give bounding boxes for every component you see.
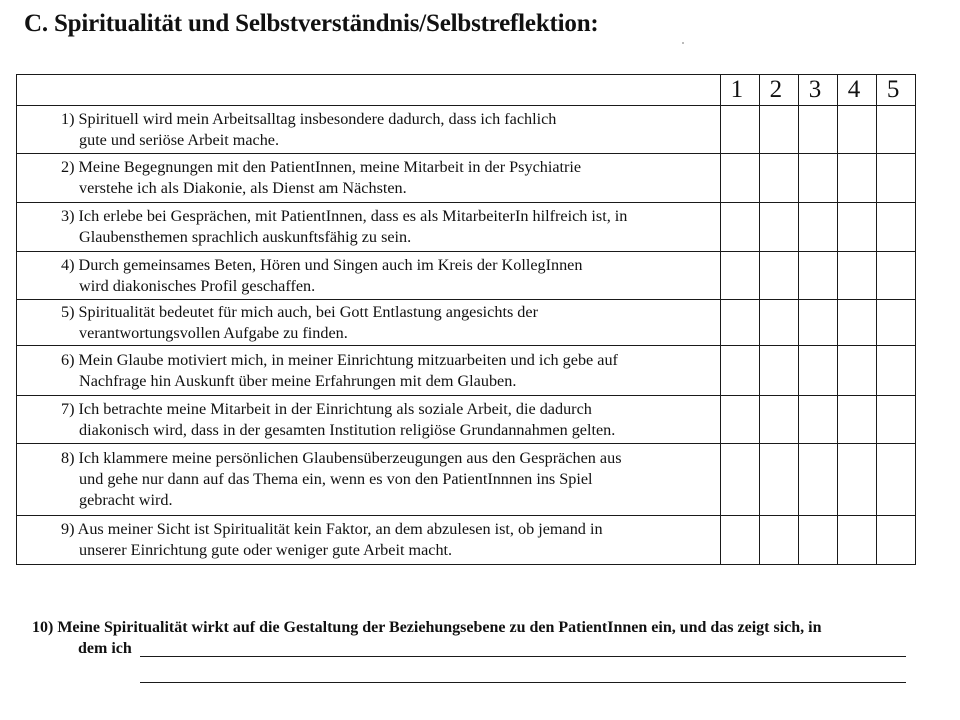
statement-line: gute und seriöse Arbeit mache.: [79, 130, 280, 149]
rating-box-5[interactable]: [876, 516, 915, 565]
statement-line: unserer Einrichtung gute oder weniger gute Arbeit macht.: [79, 541, 453, 559]
rating-box-3[interactable]: [798, 203, 837, 252]
rating-box-3[interactable]: [798, 444, 837, 516]
rating-box-4[interactable]: [837, 203, 876, 252]
statement-line: 5) Spiritualität bedeutet für mich auch, bei Gott Entlastung angesichts der: [61, 302, 538, 321]
rating-box-4[interactable]: [837, 252, 876, 300]
header-blank-cell: [17, 75, 721, 106]
rating-box-2[interactable]: [759, 516, 798, 565]
likert-table: [16, 74, 916, 565]
statement-text: [17, 106, 721, 154]
statement-text: [17, 444, 721, 516]
rating-box-5[interactable]: [876, 300, 915, 346]
rating-box-2[interactable]: [759, 444, 798, 516]
rating-box-1[interactable]: [720, 516, 759, 565]
answer-line[interactable]: [140, 656, 906, 657]
rating-box-4[interactable]: [837, 346, 876, 396]
open-question-continuation: dem ich: [78, 640, 132, 657]
statement-text: [17, 252, 721, 300]
statement-line: Glaubensthemen sprachlich auskunftsfähig zu sein.: [79, 228, 412, 246]
statement-row-3: [17, 203, 916, 252]
rating-box-2[interactable]: [759, 203, 798, 252]
scale-header-4: 4: [837, 75, 876, 106]
rating-box-1[interactable]: [720, 300, 759, 346]
rating-box-3[interactable]: [798, 396, 837, 444]
rating-box-5[interactable]: [876, 203, 915, 252]
rating-box-3[interactable]: [798, 516, 837, 565]
rating-box-4[interactable]: [837, 106, 876, 154]
scan-speck: [682, 42, 684, 44]
rating-box-2[interactable]: [759, 106, 798, 154]
rating-box-1[interactable]: [720, 252, 759, 300]
rating-box-5[interactable]: [876, 346, 915, 396]
rating-box-2[interactable]: [759, 346, 798, 396]
statement-text: [17, 516, 721, 565]
rating-box-4[interactable]: [837, 444, 876, 516]
rating-box-5[interactable]: [876, 396, 915, 444]
statement-line: verstehe ich als Diakonie, als Dienst am Nächsten.: [79, 179, 407, 197]
rating-box-1[interactable]: [720, 346, 759, 396]
statement-line: 6) Mein Glaube motiviert mich, in meiner Einrichtung mitzuarbeiten und ich gebe auf: [61, 350, 618, 369]
statement-row-4: [17, 252, 916, 300]
rating-box-2[interactable]: [759, 154, 798, 203]
statement-row-5: [17, 300, 916, 346]
rating-box-3[interactable]: [798, 300, 837, 346]
statement-line: 3) Ich erlebe bei Gesprächen, mit PatientInnen, dass es als MitarbeiterIn hilfreich ist, in: [61, 207, 628, 225]
statement-text: [17, 300, 721, 346]
statement-line: 4) Durch gemeinsames Beten, Hören und Singen auch im Kreis der KollegInnen: [61, 255, 583, 274]
statement-row-6: [17, 346, 916, 396]
statement-line: 2) Meine Begegnungen mit den PatientInnen, meine Mitarbeit in der Psychiatrie: [61, 158, 582, 176]
statement-line: 1) Spirituell wird mein Arbeitsalltag insbesondere dadurch, dass ich fachlich: [61, 109, 557, 128]
rating-box-5[interactable]: [876, 154, 915, 203]
statement-line: 7) Ich betrachte meine Mitarbeit in der Einrichtung als soziale Arbeit, die dadurch: [61, 399, 592, 418]
rating-box-5[interactable]: [876, 106, 915, 154]
scale-header-3: 3: [798, 75, 837, 106]
rating-box-2[interactable]: [759, 252, 798, 300]
statement-line: Nachfrage hin Auskunft über meine Erfahrungen mit dem Glauben.: [79, 371, 517, 390]
rating-box-2[interactable]: [759, 396, 798, 444]
statement-line: gebracht wird.: [79, 491, 173, 509]
rating-box-3[interactable]: [798, 154, 837, 203]
rating-box-3[interactable]: [798, 346, 837, 396]
rating-box-1[interactable]: [720, 203, 759, 252]
rating-box-4[interactable]: [837, 300, 876, 346]
scale-header-1: 1: [720, 75, 759, 106]
statement-row-1: [17, 106, 916, 154]
statement-line: 8) Ich klammere meine persönlichen Glaubensüberzeugungen aus den Gesprächen aus: [61, 449, 622, 467]
rating-box-3[interactable]: [798, 106, 837, 154]
rating-box-4[interactable]: [837, 154, 876, 203]
section-title: C. Spiritualität und Selbstverständnis/Selbstreflektion:: [24, 10, 599, 37]
statement-text: [17, 154, 721, 203]
rating-box-3[interactable]: [798, 252, 837, 300]
statement-line: wird diakonisches Profil geschaffen.: [79, 276, 316, 295]
rating-box-5[interactable]: [876, 252, 915, 300]
answer-line[interactable]: [140, 682, 906, 683]
rating-box-5[interactable]: [876, 444, 915, 516]
scale-header-row: [17, 75, 916, 106]
rating-box-1[interactable]: [720, 444, 759, 516]
statement-text: [17, 346, 721, 396]
rating-box-1[interactable]: [720, 396, 759, 444]
statement-text: [17, 396, 721, 444]
statement-row-2: [17, 154, 916, 203]
rating-box-1[interactable]: [720, 106, 759, 154]
rating-box-4[interactable]: [837, 396, 876, 444]
statement-line: diakonisch wird, dass in der gesamten Institution religiöse Grundannahmen gelten.: [79, 420, 616, 439]
open-question-prompt: 10) Meine Spiritualität wirkt auf die Gestaltung der Beziehungsebene zu den PatientInnen ein, und das zeigt sich, in: [32, 619, 822, 636]
rating-box-2[interactable]: [759, 300, 798, 346]
scale-header-5: 5: [876, 75, 915, 106]
statement-text: [17, 203, 721, 252]
statement-row-8: [17, 444, 916, 516]
statement-row-7: [17, 396, 916, 444]
statement-line: verantwortungsvollen Aufgabe zu finden.: [79, 323, 348, 342]
statement-row-9: [17, 516, 916, 565]
rating-box-4[interactable]: [837, 516, 876, 565]
statement-line: 9) Aus meiner Sicht ist Spiritualität kein Faktor, an dem abzulesen ist, ob jemand in: [61, 520, 603, 538]
statement-line: und gehe nur dann auf das Thema ein, wenn es von den PatientInnnen ins Spiel: [79, 470, 593, 488]
rating-box-1[interactable]: [720, 154, 759, 203]
scale-header-2: 2: [759, 75, 798, 106]
